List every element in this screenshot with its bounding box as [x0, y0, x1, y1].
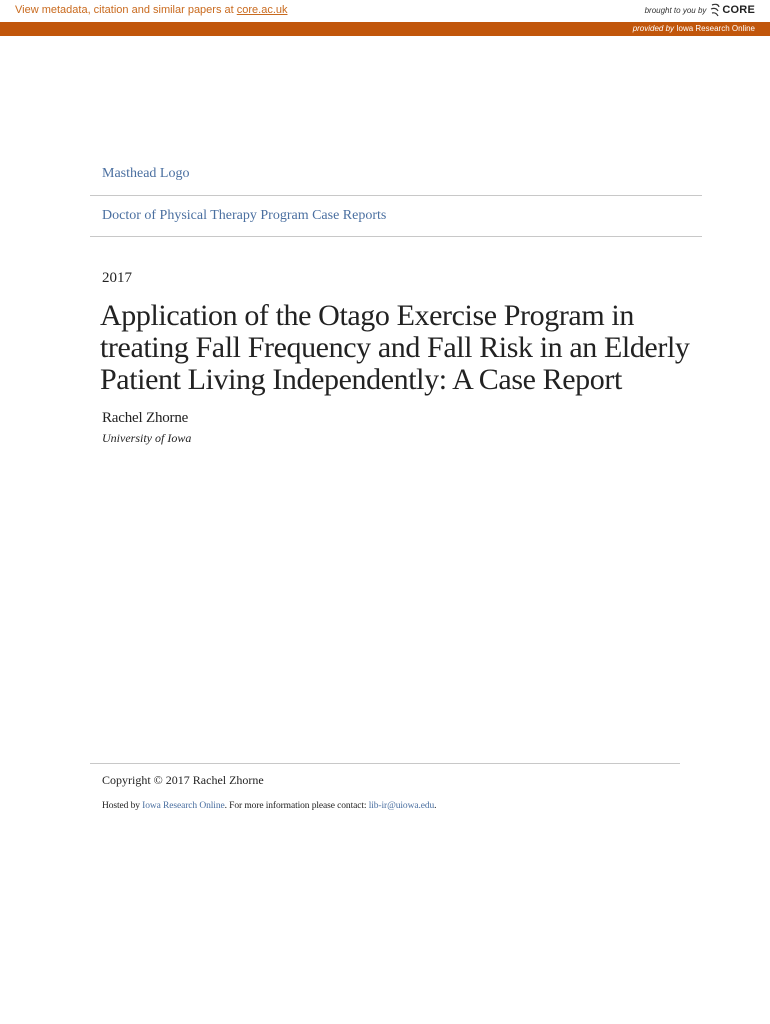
contact-email-link[interactable]: lib-ir@uiowa.edu: [368, 801, 435, 811]
core-link[interactable]: core.ac.uk: [236, 4, 288, 16]
core-provider-bar: [0, 22, 770, 36]
provider-name[interactable]: Iowa Research Online: [676, 24, 755, 33]
divider-top: [90, 195, 702, 196]
divider-series: [90, 236, 702, 237]
publication-year: 2017: [102, 270, 132, 286]
hosted-middle: . For more information please contact:: [224, 801, 369, 811]
provided-by-text: provided by: [632, 24, 675, 33]
hosted-prefix: Hosted by: [102, 801, 143, 811]
masthead-logo-link[interactable]: Masthead Logo: [102, 166, 190, 181]
document-title: Application of the Otago Exercise Program in treating Fall Frequency and Fall Risk in an Elderly Patient Living Independently: A Case Report: [100, 299, 690, 396]
series-link[interactable]: Doctor of Physical Therapy Program Case Reports: [102, 208, 387, 223]
repository-link[interactable]: Iowa Research Online: [142, 801, 225, 811]
divider-footer: [90, 763, 680, 764]
core-metadata-notice: [15, 4, 288, 16]
author-affiliation: University of Iowa: [102, 431, 192, 445]
core-brand-name: CORE: [722, 4, 755, 16]
copyright-notice: Copyright © 2017 Rachel Zhorne: [102, 773, 264, 787]
hosted-suffix: .: [434, 801, 437, 811]
core-logo-icon: [710, 3, 720, 17]
author-name: Rachel Zhorne: [102, 410, 189, 426]
provider-notice: [633, 24, 755, 33]
core-metadata-text: View metadata, citation and similar papers at: [15, 4, 237, 16]
brought-to-you-text: brought to you by: [644, 5, 707, 15]
hosting-notice: [102, 801, 436, 811]
core-branding[interactable]: [645, 3, 755, 17]
core-banner: [0, 0, 770, 22]
